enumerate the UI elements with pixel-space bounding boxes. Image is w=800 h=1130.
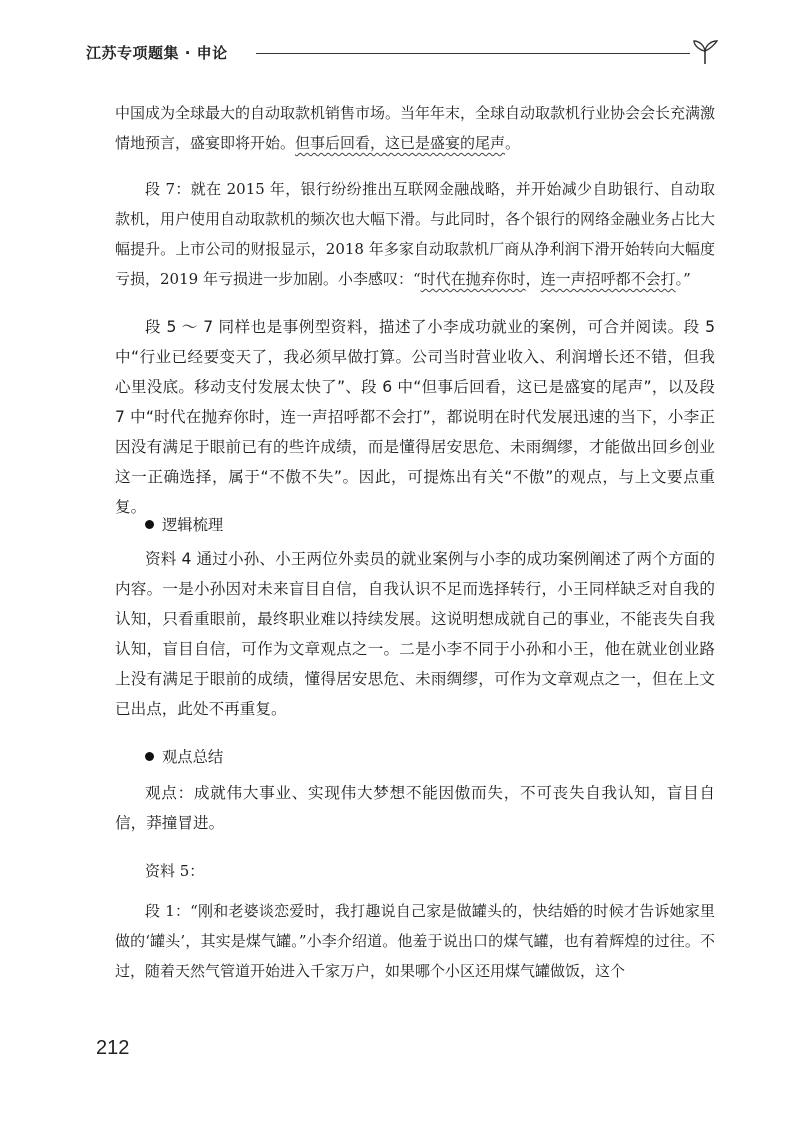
paragraph-2-middle: ， [525,270,541,288]
paragraph-3: 段 5 ～ 7 同样也是事例型资料，描述了小李成功就业的案例，可合并阅读。段 5 中“行业已经要变天了，我必须早做打算。公司当时营业收入、利润增长还不错，但我心里没底。移动支付发展太快了”、段 6 中“但事后回看，这已是盛宴的尾声”，以及段 7 中“时代在抛弃你时，连一声招呼都不会打”，都说明在时代发展迅速的当下，小李正因没有满足于眼前已有的些许成绩，而是懂得居安思危、未雨绸缪，才能做出回乡创业这一正确选择，属于“不傲不失”。因此，可提炼出有关“不傲”的观点，与上文要点重复。 [115,318,715,516]
paragraph-1-underlined: 但事后回看，这已是盛宴的尾声 [295,134,506,152]
paragraph-2-underlined-1: 时代在抛弃你时 [420,270,526,288]
paragraph-1-text: 中国成为全球最大的自动取款机销售市场。当年年末，全球自动取款机行业协会会长充满激情地预言，盛宴即将开始。 [115,104,716,152]
paragraph-1 [115,98,715,158]
paragraph-4: 资料 4 通过小孙、小王两位外卖员的就业案例与小李的成功案例阐述了两个方面的内容。一是小孙因对未来盲目自信，自我认识不足而选择转行，小王同样缺乏对自我的认知，只看重眼前，最终职业难以持续发展。这说明想成就自己的事业，不能丧失自我认知，盲目自信，可作为文章观点之一。二是小李不同于小孙和小王，他在就业创业路上没有满足于眼前的成绩，懂得居安思危、未雨绸缪，可作为文章观点之一，但在上文已出点，此处不再重复。 [115,550,715,718]
heading-logic [145,510,223,540]
paragraph-1-end: 。 [505,134,521,152]
paragraph-2-text: 段 7：就在 2015 年，银行纷纷推出互联网金融战略，并开始减少自助银行、自动取款机，用户使用自动取款机的频次也大幅下滑。与此同时，各个银行的网络金融业务占比大幅提升。上市公司的财报显示，2018 年多家自动取款机厂商从净利润下滑开始转向大幅度亏损，2019 年亏损进一步加剧。小李感叹：“ [115,180,716,288]
heading-logic-label: 逻辑梳理 [162,516,224,534]
sprout-icon [690,36,720,66]
header-title: 江苏专项题集 · 申论 [86,44,228,62]
header-rule [256,53,690,54]
heading-summary [145,742,223,772]
paragraph-2-underlined-2: 连一声招呼都不会打 [540,270,676,288]
bullet-icon [145,520,154,529]
paragraph-6: 资料 5： [145,862,205,880]
paragraph-7: 段 1：“刚和老婆谈恋爱时，我打趣说自己家是做罐头的，快结婚的时候才告诉她家里做的‘罐头’，其实是煤气罐。”小李介绍道。他羞于说出口的煤气罐，也有着辉煌的过往。不过，随着天然气管道开始进入千家万户，如果哪个小区还用煤气罐做饭，这个 [115,902,715,980]
paragraph-5: 观点：成就伟大事业、实现伟大梦想不能因傲而失，不可丧失自我认知，盲目自信，莽撞冒进。 [115,784,715,832]
page-header [86,36,720,76]
heading-summary-label: 观点总结 [162,748,224,766]
paragraph-2 [115,174,715,294]
paragraph-2-end: 。” [675,270,691,288]
page-number: 212 [96,1037,130,1059]
bullet-icon [145,752,154,761]
